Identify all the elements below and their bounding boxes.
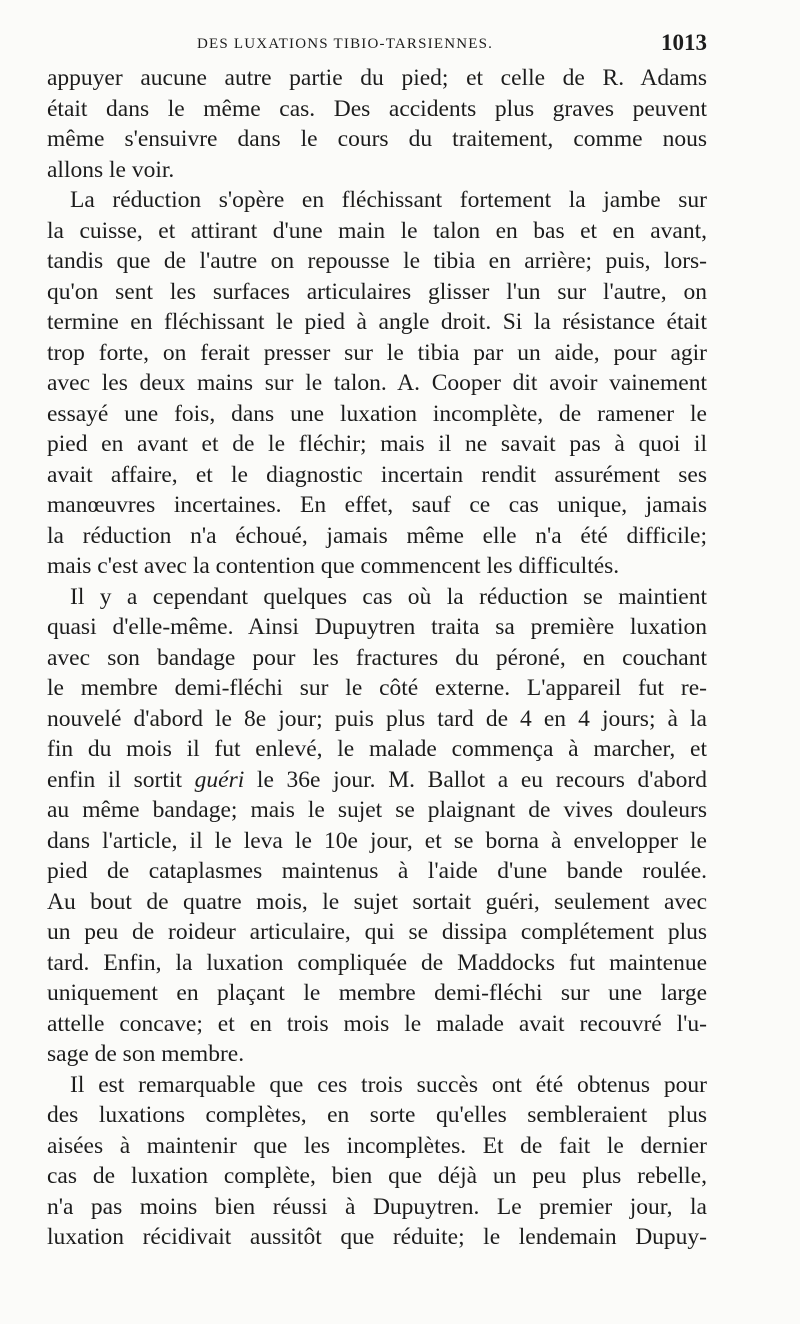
text-line: même s'ensuivre dans le cours du traitement, comme nous bbox=[47, 126, 707, 152]
text-segment: enfin il sortit bbox=[47, 766, 195, 793]
text-line: la cuisse, et attirant d'une main le talon en bas et en avant, bbox=[47, 217, 707, 244]
text-line: avec son bandage pour les fractures du péroné, en couchant bbox=[47, 644, 707, 671]
running-head bbox=[47, 30, 707, 60]
text-line: sage de son membre. bbox=[47, 1041, 245, 1067]
text-line: manœuvres incertaines. En effet, sauf ce cas unique, jamais bbox=[47, 492, 707, 518]
text-line: nouvelé d'abord le 8e jour; puis plus tard de 4 en 4 jours; à la bbox=[47, 705, 707, 732]
body-text bbox=[47, 63, 707, 1253]
paragraph-start-line: Il y a cependant quelques cas où la réduction se maintient bbox=[70, 583, 707, 610]
paragraph-start-line: La réduction s'opère en fléchissant fortement la jambe sur bbox=[70, 187, 707, 213]
text-line: pied en avant et de le fléchir; mais il ne savait pas à quoi il bbox=[47, 431, 707, 457]
text-line: avec les deux mains sur le talon. A. Cooper dit avoir vainement bbox=[47, 370, 707, 396]
text-line: allons le voir. bbox=[47, 156, 175, 183]
text-line: trop forte, on ferait presser sur le tibia par un aide, pour agir bbox=[47, 339, 707, 366]
text-line: n'a pas moins bien réussi à Dupuytren. Le premier jour, la bbox=[47, 1193, 707, 1220]
text-line: la réduction n'a échoué, jamais même elle n'a été difficile; bbox=[47, 522, 707, 549]
text-line: un peu de roideur articulaire, qui se dissipa complétement plus bbox=[47, 919, 707, 945]
text-line-with-italic bbox=[47, 765, 707, 796]
text-line: appuyer aucune autre partie du pied; et celle de R. Adams bbox=[47, 65, 707, 91]
text-line: des luxations complètes, en sorte qu'elles sembleraient plus bbox=[47, 1102, 707, 1128]
text-line: fin du mois il fut enlevé, le malade commença à marcher, et bbox=[47, 736, 707, 762]
text-segment: le 36e jour. M. Ballot a eu recours d'abord bbox=[244, 766, 707, 793]
running-title: DES LUXATIONS TIBIO-TARSIENNES. bbox=[197, 36, 494, 52]
text-line: uniquement en plaçant le membre demi-fléchi sur une large bbox=[47, 980, 707, 1006]
text-line: essayé une fois, dans une luxation incomplète, de ramener le bbox=[47, 400, 707, 427]
text-line: luxation récidivait aussitôt que réduite; le lendemain Dupuy- bbox=[47, 1224, 707, 1250]
text-line: mais c'est avec la contention que commencent les difficultés. bbox=[47, 553, 620, 579]
text-line: aisées à maintenir que les incomplètes. Et de fait le dernier bbox=[47, 1132, 707, 1159]
text-line: cas de luxation complète, bien que déjà un peu plus rebelle, bbox=[47, 1163, 707, 1189]
page-number: 1013 bbox=[661, 30, 707, 55]
text-line: quasi d'elle-même. Ainsi Dupuytren traita sa première luxation bbox=[47, 614, 707, 640]
text-line: Au bout de quatre mois, le sujet sortait guéri, seulement avec bbox=[47, 888, 707, 915]
text-line: avait affaire, et le diagnostic incertain rendit assurément ses bbox=[47, 461, 707, 488]
text-line: attelle concave; et en trois mois le malade avait recouvré l'u- bbox=[47, 1010, 707, 1037]
text-line: au même bandage; mais le sujet se plaignant de vives douleurs bbox=[47, 797, 707, 823]
paragraph-start-line: Il est remarquable que ces trois succès ont été obtenus pour bbox=[70, 1071, 707, 1098]
text-line: tard. Enfin, la luxation compliquée de Maddocks fut maintenue bbox=[47, 949, 707, 976]
text-line: pied de cataplasmes maintenus à l'aide d'une bande roulée. bbox=[47, 858, 707, 884]
text-line: termine en fléchissant le pied à angle droit. Si la résistance était bbox=[47, 309, 707, 335]
text-line: le membre demi-fléchi sur le côté externe. L'appareil fut re- bbox=[47, 675, 707, 701]
text-line: tandis que de l'autre on repousse le tibia en arrière; puis, lors- bbox=[47, 248, 707, 274]
italic-word: guéri bbox=[194, 766, 245, 793]
text-line: était dans le même cas. Des accidents plus graves peuvent bbox=[47, 95, 707, 122]
text-line: dans l'article, il le leva le 10e jour, et se borna à envelopper le bbox=[47, 827, 707, 854]
text-line: qu'on sent les surfaces articulaires glisser l'un sur l'autre, on bbox=[47, 278, 707, 305]
